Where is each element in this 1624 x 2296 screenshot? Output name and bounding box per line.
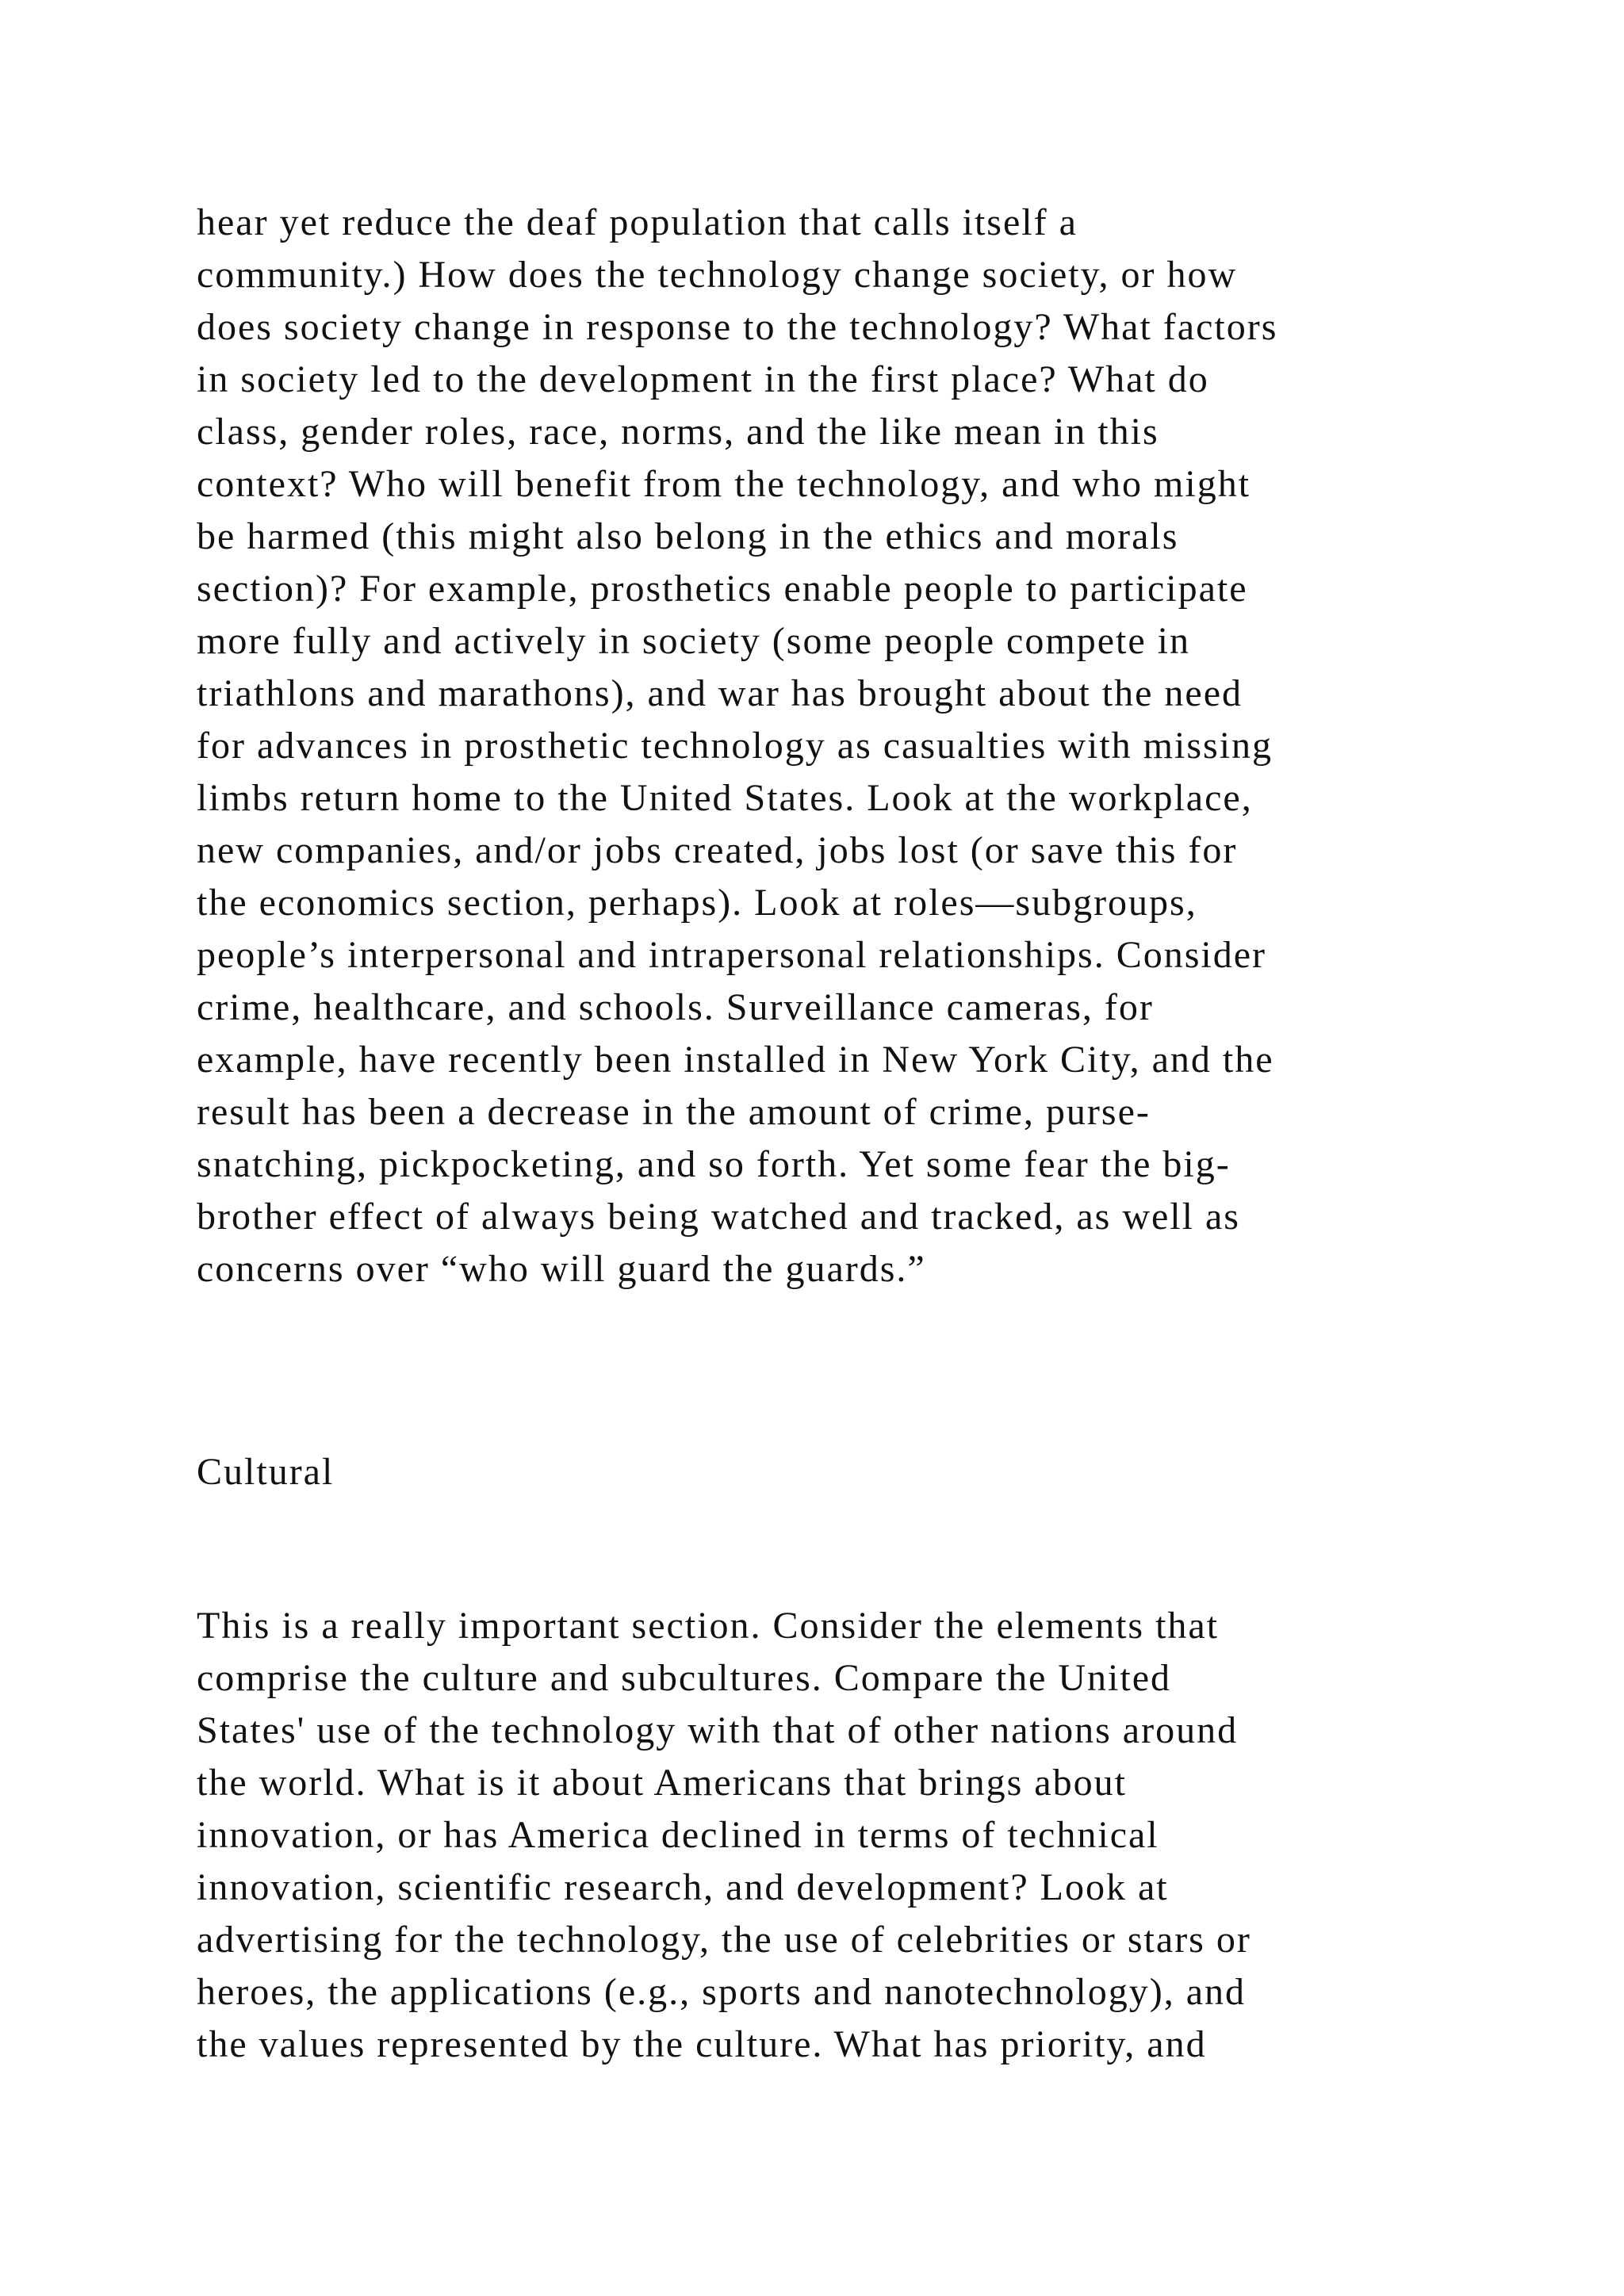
text-line: States' use of the technology with that of other nations around bbox=[197, 1709, 1239, 1751]
text-line: innovation, scientific research, and development? Look at bbox=[197, 1866, 1169, 1908]
section-heading-text: Cultural bbox=[197, 1451, 335, 1493]
text-line: section)? For example, prosthetics enable people to participate bbox=[197, 568, 1248, 610]
text-line: heroes, the applications (e.g., sports and nanotechnology), and bbox=[197, 1971, 1246, 2013]
body-paragraph-2 bbox=[197, 1600, 1513, 2071]
text-line: brother effect of always being watched and tracked, as well as bbox=[197, 1196, 1240, 1238]
body-paragraph-1 bbox=[197, 197, 1513, 1295]
text-line: in society led to the development in the first place? What do bbox=[197, 358, 1209, 400]
text-line: This is a really important section. Consider the elements that bbox=[197, 1605, 1220, 1647]
text-line: example, have recently been installed in New York City, and the bbox=[197, 1039, 1274, 1081]
text-line: class, gender roles, race, norms, and the like mean in this bbox=[197, 411, 1159, 453]
text-line: triathlons and marathons), and war has brought about the need bbox=[197, 672, 1243, 714]
text-line: people’s interpersonal and intrapersonal relationships. Consider bbox=[197, 934, 1267, 976]
text-line: context? Who will benefit from the technology, and who might bbox=[197, 463, 1251, 505]
text-line: result has been a decrease in the amount of crime, purse- bbox=[197, 1091, 1151, 1133]
text-line: limbs return home to the United States. Look at the workplace, bbox=[197, 777, 1253, 819]
section-heading bbox=[197, 1446, 1513, 1498]
text-line: more fully and actively in society (some people compete in bbox=[197, 620, 1190, 662]
text-line: be harmed (this might also belong in the ethics and morals bbox=[197, 515, 1179, 557]
text-line: the world. What is it about Americans that brings about bbox=[197, 1762, 1127, 1804]
text-line: the economics section, perhaps). Look at roles—subgroups, bbox=[197, 882, 1197, 924]
text-line: new companies, and/or jobs created, jobs lost (or save this for bbox=[197, 829, 1238, 871]
text-line: snatching, pickpocketing, and so forth. Yet some fear the big- bbox=[197, 1143, 1231, 1185]
text-line: advertising for the technology, the use of celebrities or stars or bbox=[197, 1919, 1251, 1961]
text-line: innovation, or has America declined in terms of technical bbox=[197, 1814, 1159, 1856]
text-line: does society change in response to the technology? What factors bbox=[197, 306, 1278, 348]
text-line: the values represented by the culture. What has priority, and bbox=[197, 2023, 1207, 2065]
text-line: community.) How does the technology change society, or how bbox=[197, 254, 1238, 296]
text-line: concerns over “who will guard the guards.” bbox=[197, 1248, 926, 1290]
text-line: crime, healthcare, and schools. Surveillance cameras, for bbox=[197, 986, 1154, 1028]
text-line: for advances in prosthetic technology as casualties with missing bbox=[197, 725, 1274, 767]
text-line: hear yet reduce the deaf population that calls itself a bbox=[197, 201, 1078, 243]
text-line: comprise the culture and subcultures. Compare the United bbox=[197, 1657, 1172, 1699]
